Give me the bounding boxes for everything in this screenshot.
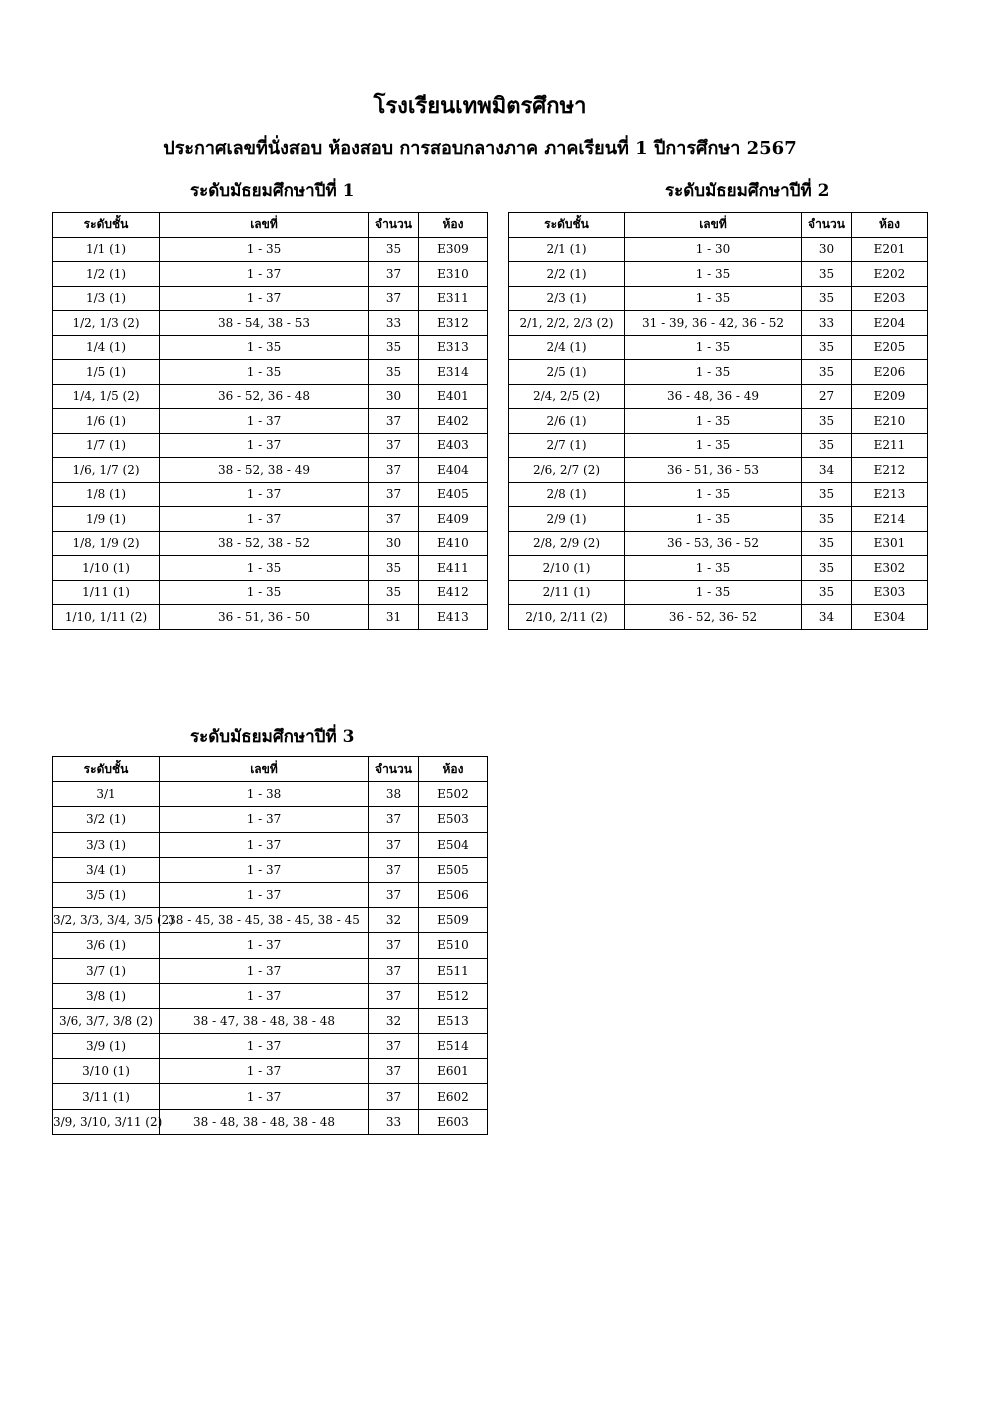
seat-range-cell: 38 - 47, 38 - 48, 38 - 48 xyxy=(160,1008,369,1033)
table-row xyxy=(509,556,928,581)
seat-range-cell: 36 - 52, 36- 52 xyxy=(625,605,802,630)
seat-range-cell: 1 - 37 xyxy=(160,933,369,958)
count-cell: 35 xyxy=(369,237,419,262)
seat-range-cell: 36 - 52, 36 - 48 xyxy=(160,384,369,409)
class-cell: 1/2 (1) xyxy=(53,262,160,287)
room-header: ห้อง xyxy=(419,213,488,238)
room-cell: E411 xyxy=(419,556,488,581)
table-row xyxy=(509,409,928,434)
count-cell: 37 xyxy=(369,458,419,483)
room-cell: E403 xyxy=(419,433,488,458)
room-cell: E214 xyxy=(852,507,928,532)
table-row xyxy=(53,1084,488,1109)
class-cell: 1/6, 1/7 (2) xyxy=(53,458,160,483)
count-cell: 32 xyxy=(369,908,419,933)
class-cell: 2/11 (1) xyxy=(509,580,625,605)
count-cell: 35 xyxy=(802,286,852,311)
level-2-seat-table xyxy=(508,212,928,630)
seat-range-cell: 1 - 35 xyxy=(625,507,802,532)
table-row xyxy=(53,832,488,857)
class-cell: 1/5 (1) xyxy=(53,360,160,385)
room-cell: E410 xyxy=(419,531,488,556)
room-cell: E412 xyxy=(419,580,488,605)
class-cell: 3/2 (1) xyxy=(53,807,160,832)
room-cell: E310 xyxy=(419,262,488,287)
seat-range-cell: 1 - 37 xyxy=(160,983,369,1008)
seat-range-cell: 36 - 48, 36 - 49 xyxy=(625,384,802,409)
count-cell: 37 xyxy=(369,409,419,434)
room-cell: E210 xyxy=(852,409,928,434)
table-row xyxy=(53,556,488,581)
table-row xyxy=(53,409,488,434)
seat-range-cell: 1 - 37 xyxy=(160,1084,369,1109)
count-cell: 35 xyxy=(802,580,852,605)
count-cell: 35 xyxy=(802,433,852,458)
count-cell: 37 xyxy=(369,857,419,882)
class-cell: 2/1, 2/2, 2/3 (2) xyxy=(509,311,625,336)
class-cell: 3/9, 3/10, 3/11 (2) xyxy=(53,1109,160,1134)
seat-number-header: เลขที่ xyxy=(160,213,369,238)
count-cell: 35 xyxy=(802,482,852,507)
class-header: ระดับชั้น xyxy=(509,213,625,238)
count-cell: 35 xyxy=(802,409,852,434)
seat-range-cell: 1 - 35 xyxy=(625,482,802,507)
class-cell: 3/8 (1) xyxy=(53,983,160,1008)
table-row xyxy=(53,458,488,483)
count-cell: 30 xyxy=(802,237,852,262)
seat-range-cell: 1 - 37 xyxy=(160,832,369,857)
class-cell: 3/6 (1) xyxy=(53,933,160,958)
count-header: จำนวน xyxy=(802,213,852,238)
count-cell: 31 xyxy=(369,605,419,630)
class-cell: 3/6, 3/7, 3/8 (2) xyxy=(53,1008,160,1033)
room-cell: E201 xyxy=(852,237,928,262)
table-row xyxy=(53,983,488,1008)
count-cell: 35 xyxy=(802,360,852,385)
table-row xyxy=(509,531,928,556)
count-cell: 37 xyxy=(369,433,419,458)
class-cell: 1/9 (1) xyxy=(53,507,160,532)
count-cell: 37 xyxy=(369,507,419,532)
table-row xyxy=(53,857,488,882)
count-cell: 33 xyxy=(802,311,852,336)
count-cell: 33 xyxy=(369,311,419,336)
seat-range-cell: 1 - 35 xyxy=(160,237,369,262)
room-cell: E504 xyxy=(419,832,488,857)
room-cell: E302 xyxy=(852,556,928,581)
room-cell: E303 xyxy=(852,580,928,605)
room-cell: E602 xyxy=(419,1084,488,1109)
table-row xyxy=(509,335,928,360)
seat-range-cell: 1 - 35 xyxy=(160,580,369,605)
seat-range-cell: 1 - 35 xyxy=(625,286,802,311)
room-header: ห้อง xyxy=(419,757,488,782)
seat-range-cell: 1 - 37 xyxy=(160,807,369,832)
table-row xyxy=(509,237,928,262)
class-cell: 3/1 xyxy=(53,782,160,807)
class-cell: 1/8, 1/9 (2) xyxy=(53,531,160,556)
class-cell: 2/6 (1) xyxy=(509,409,625,434)
class-cell: 3/10 (1) xyxy=(53,1059,160,1084)
seat-range-cell: 1 - 37 xyxy=(160,1034,369,1059)
class-cell: 1/6 (1) xyxy=(53,409,160,434)
room-cell: E502 xyxy=(419,782,488,807)
room-cell: E304 xyxy=(852,605,928,630)
seat-range-cell: 38 - 52, 38 - 49 xyxy=(160,458,369,483)
room-cell: E512 xyxy=(419,983,488,1008)
seat-range-cell: 38 - 48, 38 - 48, 38 - 48 xyxy=(160,1109,369,1134)
room-cell: E402 xyxy=(419,409,488,434)
table-row xyxy=(509,384,928,409)
room-cell: E209 xyxy=(852,384,928,409)
room-cell: E603 xyxy=(419,1109,488,1134)
class-cell: 3/4 (1) xyxy=(53,857,160,882)
table-row xyxy=(53,933,488,958)
seat-range-cell: 1 - 37 xyxy=(160,958,369,983)
level-1-seat-table xyxy=(52,212,488,630)
class-cell: 1/10 (1) xyxy=(53,556,160,581)
table-row xyxy=(509,507,928,532)
class-cell: 3/5 (1) xyxy=(53,882,160,907)
class-cell: 1/3 (1) xyxy=(53,286,160,311)
seat-range-cell: 1 - 38 xyxy=(160,782,369,807)
room-cell: E309 xyxy=(419,237,488,262)
table-row xyxy=(509,286,928,311)
room-cell: E510 xyxy=(419,933,488,958)
class-cell: 2/2 (1) xyxy=(509,262,625,287)
seat-range-cell: 1 - 35 xyxy=(160,335,369,360)
class-cell: 3/2, 3/3, 3/4, 3/5 (2) xyxy=(53,908,160,933)
seat-range-cell: 36 - 51, 36 - 50 xyxy=(160,605,369,630)
table-row xyxy=(53,580,488,605)
seat-range-cell: 1 - 30 xyxy=(625,237,802,262)
table-row xyxy=(509,311,928,336)
count-cell: 34 xyxy=(802,605,852,630)
count-cell: 37 xyxy=(369,262,419,287)
room-cell: E505 xyxy=(419,857,488,882)
room-cell: E301 xyxy=(852,531,928,556)
count-cell: 35 xyxy=(802,531,852,556)
class-cell: 1/7 (1) xyxy=(53,433,160,458)
count-cell: 35 xyxy=(369,335,419,360)
seat-range-cell: 1 - 35 xyxy=(625,409,802,434)
seat-range-cell: 1 - 37 xyxy=(160,482,369,507)
announcement-title: ประกาศเลขที่นั่งสอบ ห้องสอบ การสอบกลางภาค ภาคเรียนที่ 1 ปีการศึกษา 2567 xyxy=(163,138,797,159)
room-cell: E211 xyxy=(852,433,928,458)
seat-range-cell: 36 - 53, 36 - 52 xyxy=(625,531,802,556)
seat-range-cell: 38 - 45, 38 - 45, 38 - 45, 38 - 45 xyxy=(160,908,369,933)
table-row xyxy=(509,605,928,630)
class-cell: 2/6, 2/7 (2) xyxy=(509,458,625,483)
count-cell: 37 xyxy=(369,1084,419,1109)
table-row xyxy=(53,1109,488,1134)
school-title: โรงเรียนเทพมิตรศึกษา xyxy=(373,93,587,119)
count-cell: 30 xyxy=(369,531,419,556)
room-cell: E511 xyxy=(419,958,488,983)
room-cell: E213 xyxy=(852,482,928,507)
count-header: จำนวน xyxy=(369,213,419,238)
class-cell: 2/8, 2/9 (2) xyxy=(509,531,625,556)
count-cell: 37 xyxy=(369,286,419,311)
count-cell: 37 xyxy=(369,1034,419,1059)
count-cell: 37 xyxy=(369,882,419,907)
count-cell: 30 xyxy=(369,384,419,409)
room-cell: E514 xyxy=(419,1034,488,1059)
count-cell: 37 xyxy=(369,933,419,958)
level-2-title: ระดับมัธยมศึกษาปีที่ 2 xyxy=(665,181,830,201)
header-row xyxy=(53,757,488,782)
room-cell: E405 xyxy=(419,482,488,507)
table-row xyxy=(53,311,488,336)
count-cell: 37 xyxy=(369,1059,419,1084)
count-cell: 37 xyxy=(369,958,419,983)
seat-range-cell: 1 - 35 xyxy=(625,580,802,605)
room-cell: E202 xyxy=(852,262,928,287)
table-row xyxy=(509,458,928,483)
count-cell: 35 xyxy=(802,262,852,287)
table-row xyxy=(53,1034,488,1059)
level-3-title: ระดับมัธยมศึกษาปีที่ 3 xyxy=(190,727,355,747)
table-row xyxy=(53,335,488,360)
seat-number-header: เลขที่ xyxy=(625,213,802,238)
table-row xyxy=(53,507,488,532)
seat-range-cell: 1 - 37 xyxy=(160,409,369,434)
count-cell: 33 xyxy=(369,1109,419,1134)
table-row xyxy=(53,1059,488,1084)
room-cell: E413 xyxy=(419,605,488,630)
class-cell: 2/5 (1) xyxy=(509,360,625,385)
room-header: ห้อง xyxy=(852,213,928,238)
seat-range-cell: 1 - 35 xyxy=(625,556,802,581)
seat-range-cell: 38 - 54, 38 - 53 xyxy=(160,311,369,336)
class-cell: 1/2, 1/3 (2) xyxy=(53,311,160,336)
room-cell: E513 xyxy=(419,1008,488,1033)
count-cell: 37 xyxy=(369,983,419,1008)
table-row xyxy=(53,384,488,409)
seat-range-cell: 1 - 35 xyxy=(625,360,802,385)
class-cell: 1/8 (1) xyxy=(53,482,160,507)
room-cell: E509 xyxy=(419,908,488,933)
seat-range-cell: 1 - 35 xyxy=(625,335,802,360)
header-row xyxy=(53,213,488,238)
table-row xyxy=(53,286,488,311)
level-3-seat-table xyxy=(52,756,488,1135)
room-cell: E601 xyxy=(419,1059,488,1084)
class-cell: 2/1 (1) xyxy=(509,237,625,262)
room-cell: E205 xyxy=(852,335,928,360)
room-cell: E311 xyxy=(419,286,488,311)
class-header: ระดับชั้น xyxy=(53,757,160,782)
table-row xyxy=(53,958,488,983)
table-row xyxy=(509,262,928,287)
seat-number-header: เลขที่ xyxy=(160,757,369,782)
room-cell: E503 xyxy=(419,807,488,832)
count-cell: 37 xyxy=(369,832,419,857)
count-cell: 35 xyxy=(802,335,852,360)
header-row xyxy=(509,213,928,238)
room-cell: E206 xyxy=(852,360,928,385)
seat-range-cell: 1 - 37 xyxy=(160,433,369,458)
seat-range-cell: 36 - 51, 36 - 53 xyxy=(625,458,802,483)
class-cell: 3/9 (1) xyxy=(53,1034,160,1059)
room-cell: E203 xyxy=(852,286,928,311)
room-cell: E404 xyxy=(419,458,488,483)
class-cell: 2/3 (1) xyxy=(509,286,625,311)
room-cell: E313 xyxy=(419,335,488,360)
count-header: จำนวน xyxy=(369,757,419,782)
class-cell: 3/7 (1) xyxy=(53,958,160,983)
table-row xyxy=(53,807,488,832)
count-cell: 35 xyxy=(369,360,419,385)
class-cell: 3/3 (1) xyxy=(53,832,160,857)
room-cell: E212 xyxy=(852,458,928,483)
class-cell: 2/8 (1) xyxy=(509,482,625,507)
seat-range-cell: 1 - 37 xyxy=(160,286,369,311)
count-cell: 38 xyxy=(369,782,419,807)
seat-range-cell: 1 - 35 xyxy=(625,433,802,458)
class-cell: 2/10 (1) xyxy=(509,556,625,581)
count-cell: 37 xyxy=(369,482,419,507)
seat-range-cell: 1 - 37 xyxy=(160,507,369,532)
seat-range-cell: 1 - 37 xyxy=(160,857,369,882)
table-row xyxy=(53,908,488,933)
class-cell: 2/9 (1) xyxy=(509,507,625,532)
class-cell: 1/1 (1) xyxy=(53,237,160,262)
room-cell: E312 xyxy=(419,311,488,336)
room-cell: E204 xyxy=(852,311,928,336)
seat-range-cell: 1 - 35 xyxy=(625,262,802,287)
table-row xyxy=(53,531,488,556)
count-cell: 27 xyxy=(802,384,852,409)
seat-range-cell: 31 - 39, 36 - 42, 36 - 52 xyxy=(625,311,802,336)
table-row xyxy=(509,482,928,507)
table-row xyxy=(53,262,488,287)
class-cell: 1/4 (1) xyxy=(53,335,160,360)
seat-range-cell: 1 - 35 xyxy=(160,556,369,581)
count-cell: 35 xyxy=(369,556,419,581)
class-cell: 2/7 (1) xyxy=(509,433,625,458)
table-row xyxy=(53,882,488,907)
seat-range-cell: 1 - 37 xyxy=(160,262,369,287)
seat-range-cell: 1 - 37 xyxy=(160,1059,369,1084)
count-cell: 37 xyxy=(369,807,419,832)
class-cell: 1/11 (1) xyxy=(53,580,160,605)
class-cell: 2/4 (1) xyxy=(509,335,625,360)
class-header: ระดับชั้น xyxy=(53,213,160,238)
count-cell: 35 xyxy=(369,580,419,605)
class-cell: 2/10, 2/11 (2) xyxy=(509,605,625,630)
table-row xyxy=(53,1008,488,1033)
room-cell: E401 xyxy=(419,384,488,409)
table-row xyxy=(53,605,488,630)
count-cell: 35 xyxy=(802,507,852,532)
table-row xyxy=(509,433,928,458)
class-cell: 2/4, 2/5 (2) xyxy=(509,384,625,409)
class-cell: 3/11 (1) xyxy=(53,1084,160,1109)
table-row xyxy=(53,360,488,385)
class-cell: 1/4, 1/5 (2) xyxy=(53,384,160,409)
seat-range-cell: 1 - 35 xyxy=(160,360,369,385)
seat-range-cell: 1 - 37 xyxy=(160,882,369,907)
table-row xyxy=(53,433,488,458)
count-cell: 35 xyxy=(802,556,852,581)
table-row xyxy=(53,237,488,262)
level-1-title: ระดับมัธยมศึกษาปีที่ 1 xyxy=(190,181,355,201)
table-row xyxy=(509,580,928,605)
room-cell: E506 xyxy=(419,882,488,907)
table-row xyxy=(53,482,488,507)
room-cell: E409 xyxy=(419,507,488,532)
table-row xyxy=(53,782,488,807)
class-cell: 1/10, 1/11 (2) xyxy=(53,605,160,630)
count-cell: 32 xyxy=(369,1008,419,1033)
room-cell: E314 xyxy=(419,360,488,385)
seat-range-cell: 38 - 52, 38 - 52 xyxy=(160,531,369,556)
table-row xyxy=(509,360,928,385)
count-cell: 34 xyxy=(802,458,852,483)
